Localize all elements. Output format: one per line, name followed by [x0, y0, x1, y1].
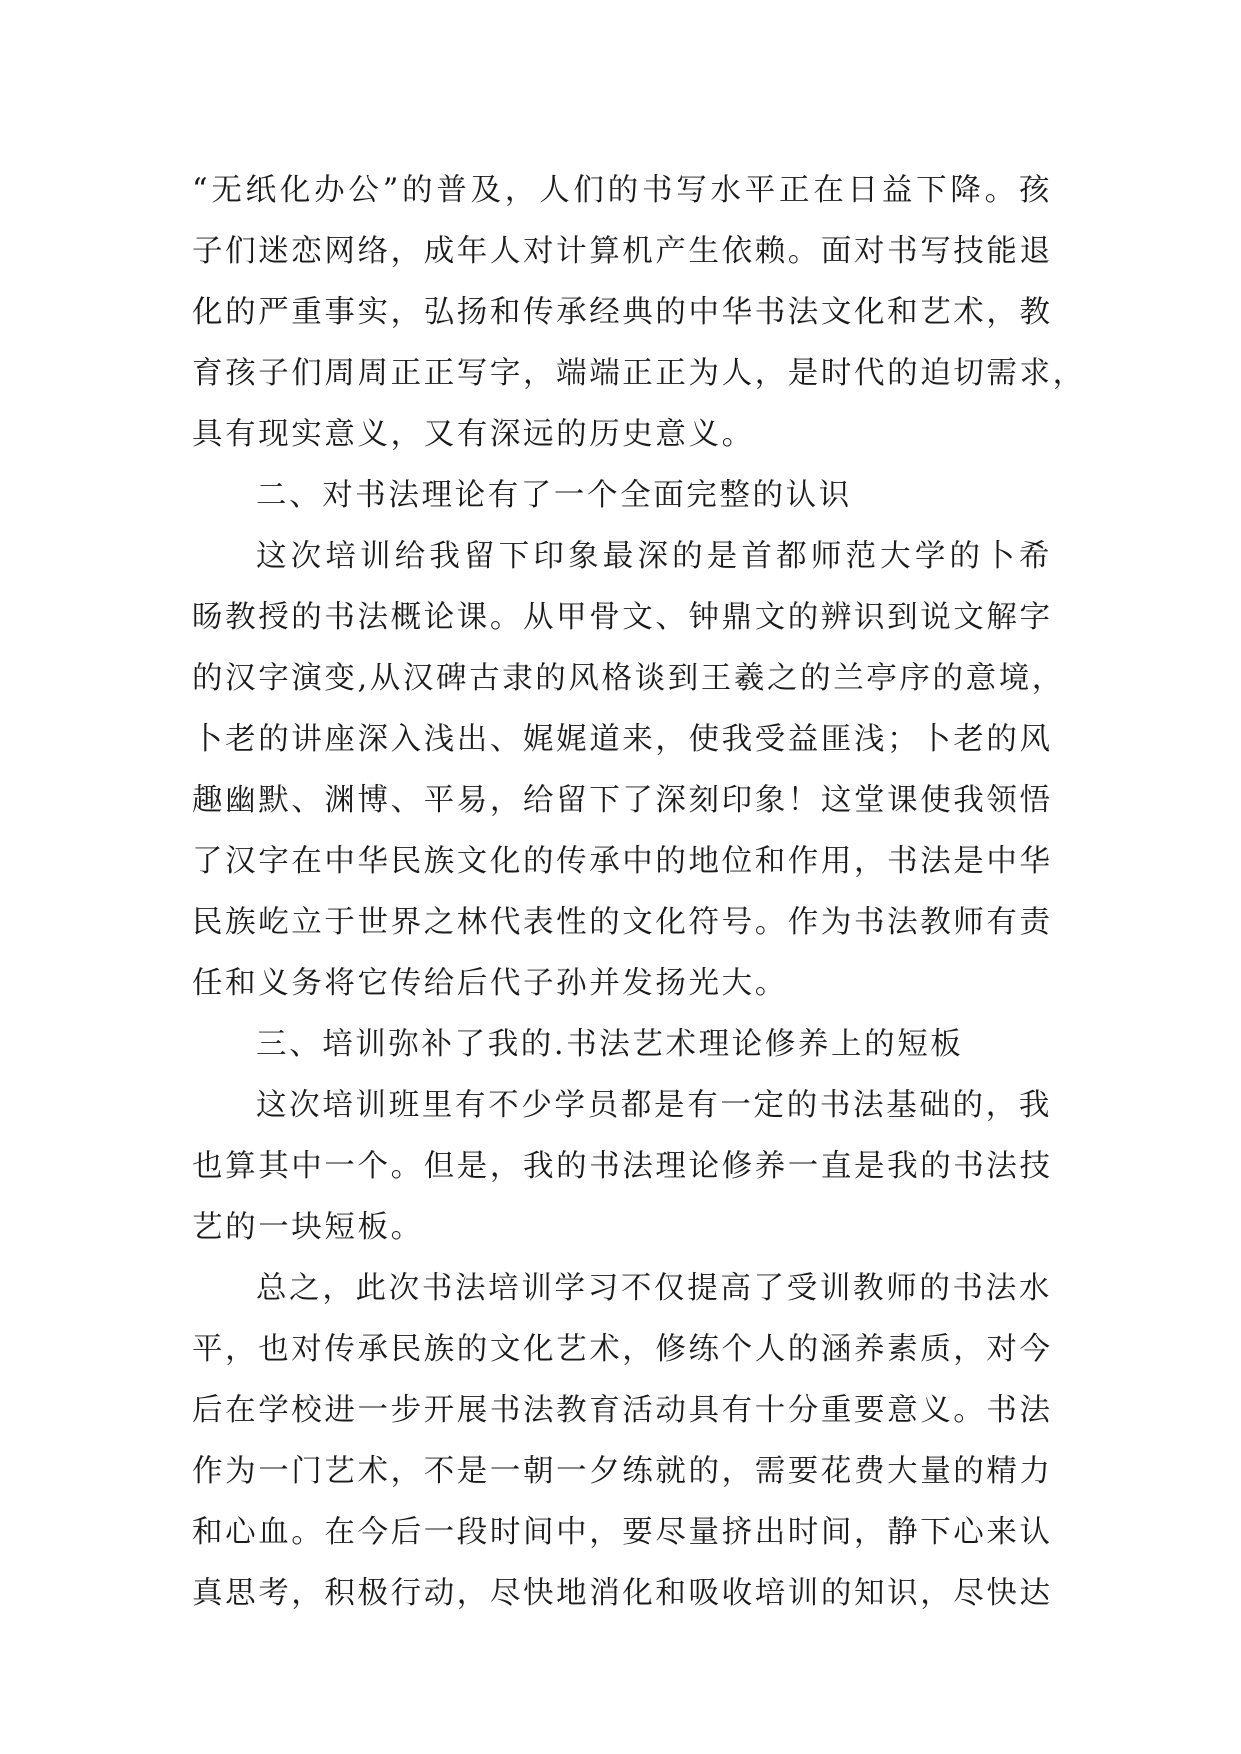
text-line: 作为一门艺术，不是一朝一夕练就的，需要花费大量的精力: [192, 1454, 1053, 1489]
text-line: 也算其中一个。但是，我的书法理论修养一直是我的书法技: [192, 1149, 1053, 1184]
text-line: 这次培训给我留下印象最深的是首都师范大学的卜希: [256, 539, 1052, 574]
text-line: 育孩子们周周正正写字，端端正正为人，是时代的迫切需求，: [192, 356, 1086, 391]
text-line: 二、对书法理论有了一个全面完整的认识: [256, 478, 852, 513]
text-line: 任和义务将它传给后代子孙并发扬光大。: [192, 966, 788, 1001]
text-line: 卜老的讲座深入浅出、娓娓道来，使我受益匪浅；卜老的风: [192, 722, 1053, 757]
text-line: 子们迷恋网络，成年人对计算机产生依赖。面对书写技能退: [192, 234, 1053, 269]
text-line: 平，也对传承民族的文化艺术，修练个人的涵养素质，对今: [192, 1332, 1053, 1367]
body-text: [192, 160, 1086, 1624]
text-line: 后在学校进一步开展书法教育活动具有十分重要意义。书法: [192, 1393, 1053, 1428]
text-line: 三、培训弥补了我的.书法艺术理论修养上的短板: [256, 1027, 964, 1062]
text-line: 民族屹立于世界之林代表性的文化符号。作为书法教师有责: [192, 905, 1053, 940]
text-line: 趣幽默、渊博、平易，给留下了深刻印象！这堂课使我领悟: [192, 783, 1053, 818]
text-line: 旸教授的书法概论课。从甲骨文、钟鼎文的辨识到说文解字: [192, 600, 1053, 635]
text-line: 了汉字在中华民族文化的传承中的地位和作用，书法是中华: [192, 844, 1053, 879]
text-line: 和心血。在今后一段时间中，要尽量挤出时间，静下心来认: [192, 1515, 1053, 1550]
text-line: 总之，此次书法培训学习不仅提高了受训教师的书法水: [256, 1271, 1052, 1306]
text-line: 艺的一块短板。: [192, 1210, 424, 1245]
text-line: 具有现实意义，又有深远的历史意义。: [192, 417, 755, 452]
text-line: “无纸化办公”的普及，人们的书写水平正在日益下降。孩: [192, 173, 1052, 208]
text-line: 的汉字演变,从汉碑古隶的风格谈到王羲之的兰亭序的意境，: [192, 661, 1065, 696]
text-line: 化的严重事实，弘扬和传承经典的中华书法文化和艺术，教: [192, 295, 1053, 330]
text-line: 这次培训班里有不少学员都是有一定的书法基础的，我: [256, 1088, 1052, 1123]
text-line: 真思考，积极行动，尽快地消化和吸收培训的知识，尽快达: [192, 1576, 1053, 1611]
